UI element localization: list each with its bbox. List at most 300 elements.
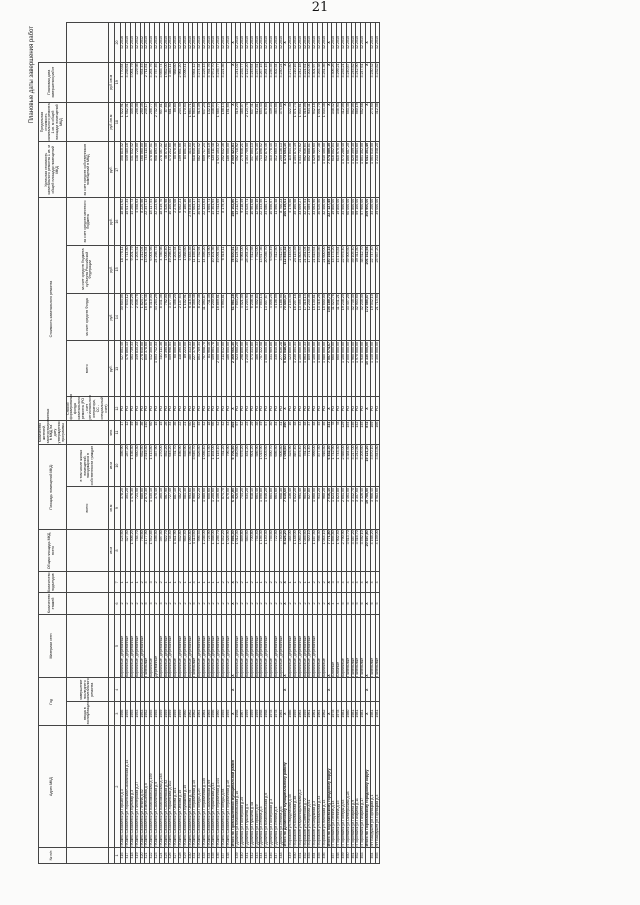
table-cell: 840,60 (236, 444, 241, 486)
table-cell: 3 764,76 (207, 62, 212, 102)
table-cell: 4 (332, 593, 337, 614)
table-cell: 1959 (246, 702, 251, 726)
table-cell: X (365, 614, 370, 678)
table-cell: 2 (246, 593, 251, 614)
table-cell: г.Южно-Сахалинск ул.Победы д.2б (198, 726, 203, 848)
table-cell: Деревянные (154, 614, 159, 678)
table-cell: 21 714,60 (375, 293, 380, 341)
table-cell: 322,40 (289, 102, 294, 142)
table-cell: 453 (308, 848, 313, 864)
table-cell: 428 (178, 848, 183, 864)
table-cell: 3 221,36 (222, 62, 227, 102)
table-cell: 1981 (342, 702, 347, 726)
table-cell: РО (217, 397, 222, 421)
table-cell: 1 213 348,20 (375, 142, 380, 198)
table-cell: 481,20 (246, 444, 251, 486)
table-cell: Кирпичные, деревянные (188, 614, 193, 678)
table-cell: 112 835,32 (284, 245, 289, 293)
table-cell: Кирпичные, деревянные (255, 614, 260, 678)
table-cell: 2 (121, 593, 126, 614)
table-cell: 417 (126, 848, 131, 864)
table-cell: 1 823,80 (337, 487, 342, 529)
header-cell-unit: кв.м (109, 529, 115, 571)
table-cell: 1 960 000,00 (351, 341, 356, 397)
table-cell: 2 (207, 593, 212, 614)
table-cell: г.Южно-Сахалинск ул.Украинская д.102 (169, 726, 174, 848)
table-cell: 19 042,10 (370, 293, 375, 341)
table-cell: г.Южно-Сахалинск ул.Украинская д.43 (212, 726, 217, 848)
table-cell: 444 (260, 848, 265, 864)
table-cell: 459 064,78 (212, 341, 217, 397)
table-cell: 449 485,16 (126, 142, 131, 198)
table-cell: 13 004,54 (145, 245, 150, 293)
table-cell: 49 094,93 (217, 245, 222, 293)
table-cell: 464 (370, 848, 375, 864)
table-cell: 1 924 103,32 (217, 142, 222, 198)
table-cell: 1 (308, 572, 313, 593)
table-cell: 60 (188, 421, 193, 445)
table-cell: 3 (332, 572, 337, 593)
table-cell: 447 (274, 848, 279, 864)
table-cell: X (365, 62, 370, 102)
table-cell: 2 819,30 (145, 444, 150, 486)
table-cell: 279 646,21 (241, 142, 246, 198)
table-cell: 365,10 (159, 487, 164, 529)
table-cell: 4 (346, 572, 351, 593)
table-cell: 2 (318, 572, 323, 593)
table-cell: 1962 (188, 702, 193, 726)
table-cell: 1959 (164, 702, 169, 726)
table-cell: 1 (121, 572, 126, 593)
page-number: 21 (311, 0, 329, 15)
table-cell: РО (342, 397, 347, 421)
table-cell: 3 221,61 (303, 62, 308, 102)
table-cell: 920,10 (308, 529, 313, 571)
table-cell: 57 (265, 421, 270, 445)
table-cell: X (327, 572, 332, 593)
table-cell: 6 004,95 (150, 245, 155, 293)
table-cell: 442 (250, 848, 255, 864)
table-cell: 371 314,80 (250, 341, 255, 397)
table-cell: 1 063 440,33 (303, 341, 308, 397)
table-cell: РО (274, 397, 279, 421)
table-cell: 30 604,05 (121, 293, 126, 341)
table-cell: РО (212, 397, 217, 421)
header-cell-top: № п/п (39, 848, 67, 864)
table-cell: 1 071,74 (294, 102, 299, 142)
table-cell: 583,60 (246, 529, 251, 571)
table-cell: Итого по Долинскому муниципальному району (284, 726, 289, 848)
header-column-number: 10 (115, 444, 121, 486)
table-cell: 22 975,40 (342, 245, 347, 293)
table-cell: 3 210,16 (294, 62, 299, 102)
table-cell: 412,05 (342, 102, 347, 142)
table-cell: 33 009,27 (298, 198, 303, 246)
table-cell: 1981 (351, 702, 356, 726)
table-cell: 12.2015 (308, 23, 313, 63)
table-cell: 384,00 (289, 529, 294, 571)
table-cell: 1 012,30 (236, 529, 241, 571)
table-cell: Блочные (332, 614, 337, 678)
table-cell: 1 256,70 (217, 529, 222, 571)
header-cell-sub (66, 572, 109, 593)
table-cell: 1 300 000,00 (375, 341, 380, 397)
table-cell: 1 (303, 572, 308, 593)
table-cell: 1953 (135, 702, 140, 726)
table-cell: 323,90 (289, 444, 294, 486)
table-cell: РО (370, 397, 375, 421)
table-cell: 2 (322, 593, 327, 614)
table-cell: 16 876,48 (145, 293, 150, 341)
table-cell: 4 (337, 593, 342, 614)
table-cell: 659 717,24 (202, 142, 207, 198)
table-cell: 361 175,35 (255, 142, 260, 198)
table-cell: X (231, 572, 236, 593)
table-cell: 1 140,30 (265, 529, 270, 571)
table-cell: 618,10 (250, 487, 255, 529)
table-cell: 874,70 (222, 487, 227, 529)
table-cell: 166 (375, 421, 380, 445)
table-cell: 115 044,06 (289, 142, 294, 198)
table-cell: 331 (327, 421, 332, 445)
table-cell: 12.2015 (174, 23, 179, 63)
table-cell: 2 069 421,81 (231, 142, 236, 198)
table-cell: 993,60 (188, 487, 193, 529)
table-cell: 1 154 871,19 (294, 142, 299, 198)
table-cell: РО (145, 397, 150, 421)
table-cell: X (231, 614, 236, 678)
table-cell: 30 632,34 (198, 198, 203, 246)
table-body (121, 23, 380, 864)
table-cell: 1958 (265, 702, 270, 726)
table-cell: РО (265, 397, 270, 421)
table-cell: 523 660,20 (236, 341, 241, 397)
table-cell: 914,39 (198, 102, 203, 142)
table-cell: 118 395,00 (178, 341, 183, 397)
table-cell: РО (298, 397, 303, 421)
table-cell: 421 (145, 848, 150, 864)
table-cell: 1 (126, 572, 131, 593)
table-cell: РО (193, 397, 198, 421)
table-cell: 386 900,33 (255, 341, 260, 397)
table-cell: 998,30 (318, 529, 323, 571)
table-cell: 32 735,30 (351, 293, 356, 341)
table-cell: 1962 (193, 702, 198, 726)
table-cell: Кирпичные, деревянные (126, 614, 131, 678)
table-cell: 2 369 066,30 (231, 341, 236, 397)
table-cell: 430 (188, 848, 193, 864)
header-cell-sub: в том числе жилых помещений, находящихся в собственности граждан (66, 444, 109, 486)
table-cell: 2 (164, 593, 169, 614)
table-cell: 996,53 (198, 529, 203, 571)
table-cell: 512,81 (255, 102, 260, 142)
table-cell: 456,50 (154, 529, 159, 571)
table-cell: 4 (351, 572, 356, 593)
table-cell: 601,20 (250, 444, 255, 486)
table-cell: 10 330 000,00 (365, 341, 370, 397)
table-cell: 1981 (361, 702, 366, 726)
header-cell-top: Количество этажей (39, 593, 67, 614)
table-cell: РО (178, 397, 183, 421)
table-cell: 827,80 (308, 487, 313, 529)
table-cell: 38 (255, 421, 260, 445)
table-cell: 10 101,36 (212, 245, 217, 293)
table-cell: 1 456,20 (174, 293, 179, 341)
table-cell: 1 563,80 (193, 102, 198, 142)
table-cell: 1 212,04 (140, 245, 145, 293)
header-cell-sub (66, 23, 109, 63)
header-cell-unit: руб. (109, 142, 115, 198)
header-cell-sub (66, 62, 109, 102)
table-cell: Панельные (370, 614, 375, 678)
table-cell: 875,60 (265, 102, 270, 142)
table-cell: 18 861,92 (121, 198, 126, 246)
table-cell: 33 063,90 (313, 198, 318, 246)
table-cell: РО (226, 397, 231, 421)
table-cell: 519,20 (236, 102, 241, 142)
table-cell: 18 775,11 (121, 245, 126, 293)
table-cell: 59 100,00 (356, 198, 361, 246)
table-cell: 904,90 (303, 487, 308, 529)
table-cell: 2 (222, 593, 227, 614)
table-cell: 1 026,90 (226, 529, 231, 571)
table-cell: 1 582,01 (126, 102, 131, 142)
table-cell: 1 064 010,50 (370, 142, 375, 198)
table-cell: 1 022,20 (294, 487, 299, 529)
table-cell: РО (375, 397, 380, 421)
table-cell: 1959 (250, 702, 255, 726)
table-cell: 1964 (198, 702, 203, 726)
table-cell: 1 073 286,40 (342, 142, 347, 198)
table-cell: 145 (361, 421, 366, 445)
table-cell: 5 (342, 593, 347, 614)
table-cell: 757 322,58 (260, 341, 265, 397)
table-cell: 1 930 000,00 (361, 341, 366, 397)
table-cell: 5 (193, 593, 198, 614)
table-cell: 482,20 (178, 487, 183, 529)
table-cell: 3 205,60 (361, 444, 366, 486)
table-cell: г.Корсаков ул.Краснофлотская д.2 (298, 726, 303, 848)
table-cell: 142 (356, 421, 361, 445)
table-cell: Блочные (337, 614, 342, 678)
table-cell: г.Долинск ул.Пионерская д.25 (241, 726, 246, 848)
table-cell: 1964 (202, 702, 207, 726)
table-cell: 19 800,00 (332, 198, 337, 246)
table-cell: 7 058,60 (284, 444, 289, 486)
table-cell: 7 245,29 (130, 293, 135, 341)
table-cell: 278 640,00 (140, 341, 145, 397)
table-cell: РО (318, 397, 323, 421)
table-cell: 12.2015 (289, 23, 294, 63)
table-cell: РО (154, 397, 159, 421)
table-cell: 3 263,38 (318, 62, 323, 102)
table-cell: 1 358,00 (212, 529, 217, 571)
table-cell: 5 (351, 593, 356, 614)
table-cell: X (327, 397, 332, 421)
table-cell: 4 (145, 572, 150, 593)
header-cell-sub: за счет средств собственников помещений в МКД (66, 142, 109, 198)
table-cell: 425 411,48 (212, 142, 217, 198)
header-column-number: 16 (115, 198, 121, 246)
table-cell: 10 556,67 (270, 198, 275, 246)
table-cell: 8 426,20 (284, 529, 289, 571)
table-cell: 743 111,00 (145, 142, 150, 198)
table-cell: РО (174, 397, 179, 421)
table-cell: 6 432,30 (327, 444, 332, 486)
header-cell-top: Площадь помещений МКД: (39, 444, 67, 529)
table-cell: г.Поронайск ул.Ленина д.15 (337, 726, 342, 848)
table-cell: 872 (365, 421, 370, 445)
table-cell: 357,90 (154, 444, 159, 486)
header-cell-top: Количество подъездов (39, 572, 67, 593)
repair-program-table (38, 22, 380, 864)
table-cell: 6 628,49 (270, 245, 275, 293)
table-cell: РО (202, 397, 207, 421)
table-cell: 2 972,70 (212, 62, 217, 102)
table-cell: 8 179,15 (222, 198, 227, 246)
table-cell: 721,50 (135, 487, 140, 529)
table-cell: 7 312,50 (274, 245, 279, 293)
table-cell: 36 (174, 421, 179, 445)
table-cell: 454 (313, 848, 318, 864)
table-cell: Кирпичные, деревянные (217, 614, 222, 678)
table-cell: 78 (332, 421, 337, 445)
table-cell: 32 903,60 (356, 293, 361, 341)
table-cell: 14 301,94 (212, 198, 217, 246)
table-cell: 168 060,00 (140, 142, 145, 198)
table-cell: г.Корсаков ул.Гвардейская д.45 (289, 726, 294, 848)
table-cell: 22 347,13 (145, 198, 150, 246)
table-cell: Кирпичные (318, 614, 323, 678)
table-cell: 3 247,61 (361, 62, 366, 102)
table-cell: 2 445,04 (289, 245, 294, 293)
table-cell: 3 230,32 (370, 62, 375, 102)
table-cell: 21 281,04 (303, 245, 308, 293)
table-cell: 81 968,16 (207, 341, 212, 397)
table-cell: 1 520,98 (164, 198, 169, 246)
table-cell: 1 203,31 (135, 245, 140, 293)
header-cell-unit: руб. (109, 198, 115, 246)
table-cell: 1 000 000,00 (318, 341, 323, 397)
table-cell: 19 835,86 (318, 245, 323, 293)
table-cell: 615 979,95 (337, 142, 342, 198)
header-cell-sub: за счет средств бюджета субъекта Российской Федерации (66, 245, 109, 293)
table-cell: Итого по Поронайскому городскому округу (365, 726, 370, 848)
table-cell: 2 (241, 572, 246, 593)
table-cell: 458 (337, 848, 342, 864)
table-cell: 37 (308, 421, 313, 445)
table-cell: 2 (135, 593, 140, 614)
table-cell: 43 (298, 421, 303, 445)
table-cell: 22 (178, 421, 183, 445)
table-cell: 1 (130, 572, 135, 593)
table-cell: 3 (150, 593, 155, 614)
table-cell: 992 936,64 (303, 142, 308, 198)
table-cell: 59,80 (174, 102, 179, 142)
table-cell: РО (255, 397, 260, 421)
table-cell: 2 (313, 572, 318, 593)
header-cell-top: Плановая дата завершения работ (39, 62, 67, 102)
table-cell: 1 085,60 (202, 487, 207, 529)
table-cell: 647,24 (202, 102, 207, 142)
table-cell: 1 102,91 (183, 293, 188, 341)
table-cell: 1 034,38 (322, 102, 327, 142)
table-cell: 771,40 (308, 444, 313, 486)
table-cell: 34 (274, 421, 279, 445)
table-cell: 32 400,00 (322, 198, 327, 246)
table-cell: 1 015,90 (260, 444, 265, 486)
table-cell: 1978 (337, 702, 342, 726)
table-cell: 2 123,75 (246, 102, 251, 142)
table-cell: 552,20 (164, 444, 169, 486)
table-cell: 12.2015 (346, 23, 351, 63)
table-cell: 140 (193, 421, 198, 445)
table-cell: 652,50 (140, 444, 145, 486)
table-cell: г.Долинск ул.Пушкина д.4 (246, 726, 251, 848)
table-cell: 4 (370, 572, 375, 593)
table-cell: 431 (193, 848, 198, 864)
table-cell: 1 044,10 (322, 529, 327, 571)
table-cell: 581,30 (183, 487, 188, 529)
table-cell: 12.2015 (130, 23, 135, 63)
table-cell: 1 236,00 (202, 529, 207, 571)
table-cell: 456,90 (178, 444, 183, 486)
table-cell: 1986 (289, 702, 294, 726)
table-cell: 5 173 653,10 (284, 142, 289, 198)
table-cell: г.Корсаков ул.Нагорная д.61 (308, 726, 313, 848)
table-cell: 476 860,13 (126, 341, 131, 397)
table-cell: 1 823,00 (332, 487, 337, 529)
table-cell: 12.2015 (375, 23, 380, 63)
table-cell: 3 299,21 (337, 62, 342, 102)
table-cell: 273,50 (370, 102, 375, 142)
table-cell: 18 (207, 421, 212, 445)
table-cell: 425 (164, 848, 169, 864)
table-cell: г.Корсаков ул.Вокзальная д.38 (294, 726, 299, 848)
table-cell: 461 739,33 (130, 341, 135, 397)
table-cell: г.Южно-Сахалинск ул.Комсомольская д.248 (159, 726, 164, 848)
table-cell: 58 800,00 (351, 198, 356, 246)
table-cell: X (365, 702, 370, 726)
table-cell: 336,40 (289, 487, 294, 529)
header-cell-top: Материал стен (39, 614, 67, 678)
table-cell: 2 (274, 593, 279, 614)
table-cell: РО (337, 397, 342, 421)
table-cell: 3 258,61 (126, 62, 131, 102)
table-cell: 12.2015 (332, 23, 337, 63)
header-column-number: 14 (115, 293, 121, 341)
header-cell-sub (66, 593, 109, 614)
table-cell: 1 (198, 572, 203, 593)
table-cell: 48 (294, 421, 299, 445)
table-cell: 41 511,65 (217, 198, 222, 246)
table-cell: 34 200,00 (370, 198, 375, 246)
table-cell: 793,60 (140, 529, 145, 571)
table-cell: 1 140 000,00 (370, 341, 375, 397)
table-cell: 3 384,60 (346, 444, 351, 486)
table-cell: 229,98 (135, 62, 140, 102)
table-cell: 161,65 (226, 102, 231, 142)
header-cell-unit: кв.м (109, 487, 115, 529)
table-cell: 1 008,40 (164, 245, 169, 293)
table-cell: 57 900,00 (361, 198, 366, 246)
table-cell: 1 902,40 (337, 529, 342, 571)
table-cell: 590,70 (270, 444, 275, 486)
table-cell: 154 (346, 421, 351, 445)
table-cell: 2 (294, 593, 299, 614)
table-cell: 3 326,40 (361, 487, 366, 529)
table-cell: г.Долинск ул.Ленина д.6 (279, 726, 284, 848)
